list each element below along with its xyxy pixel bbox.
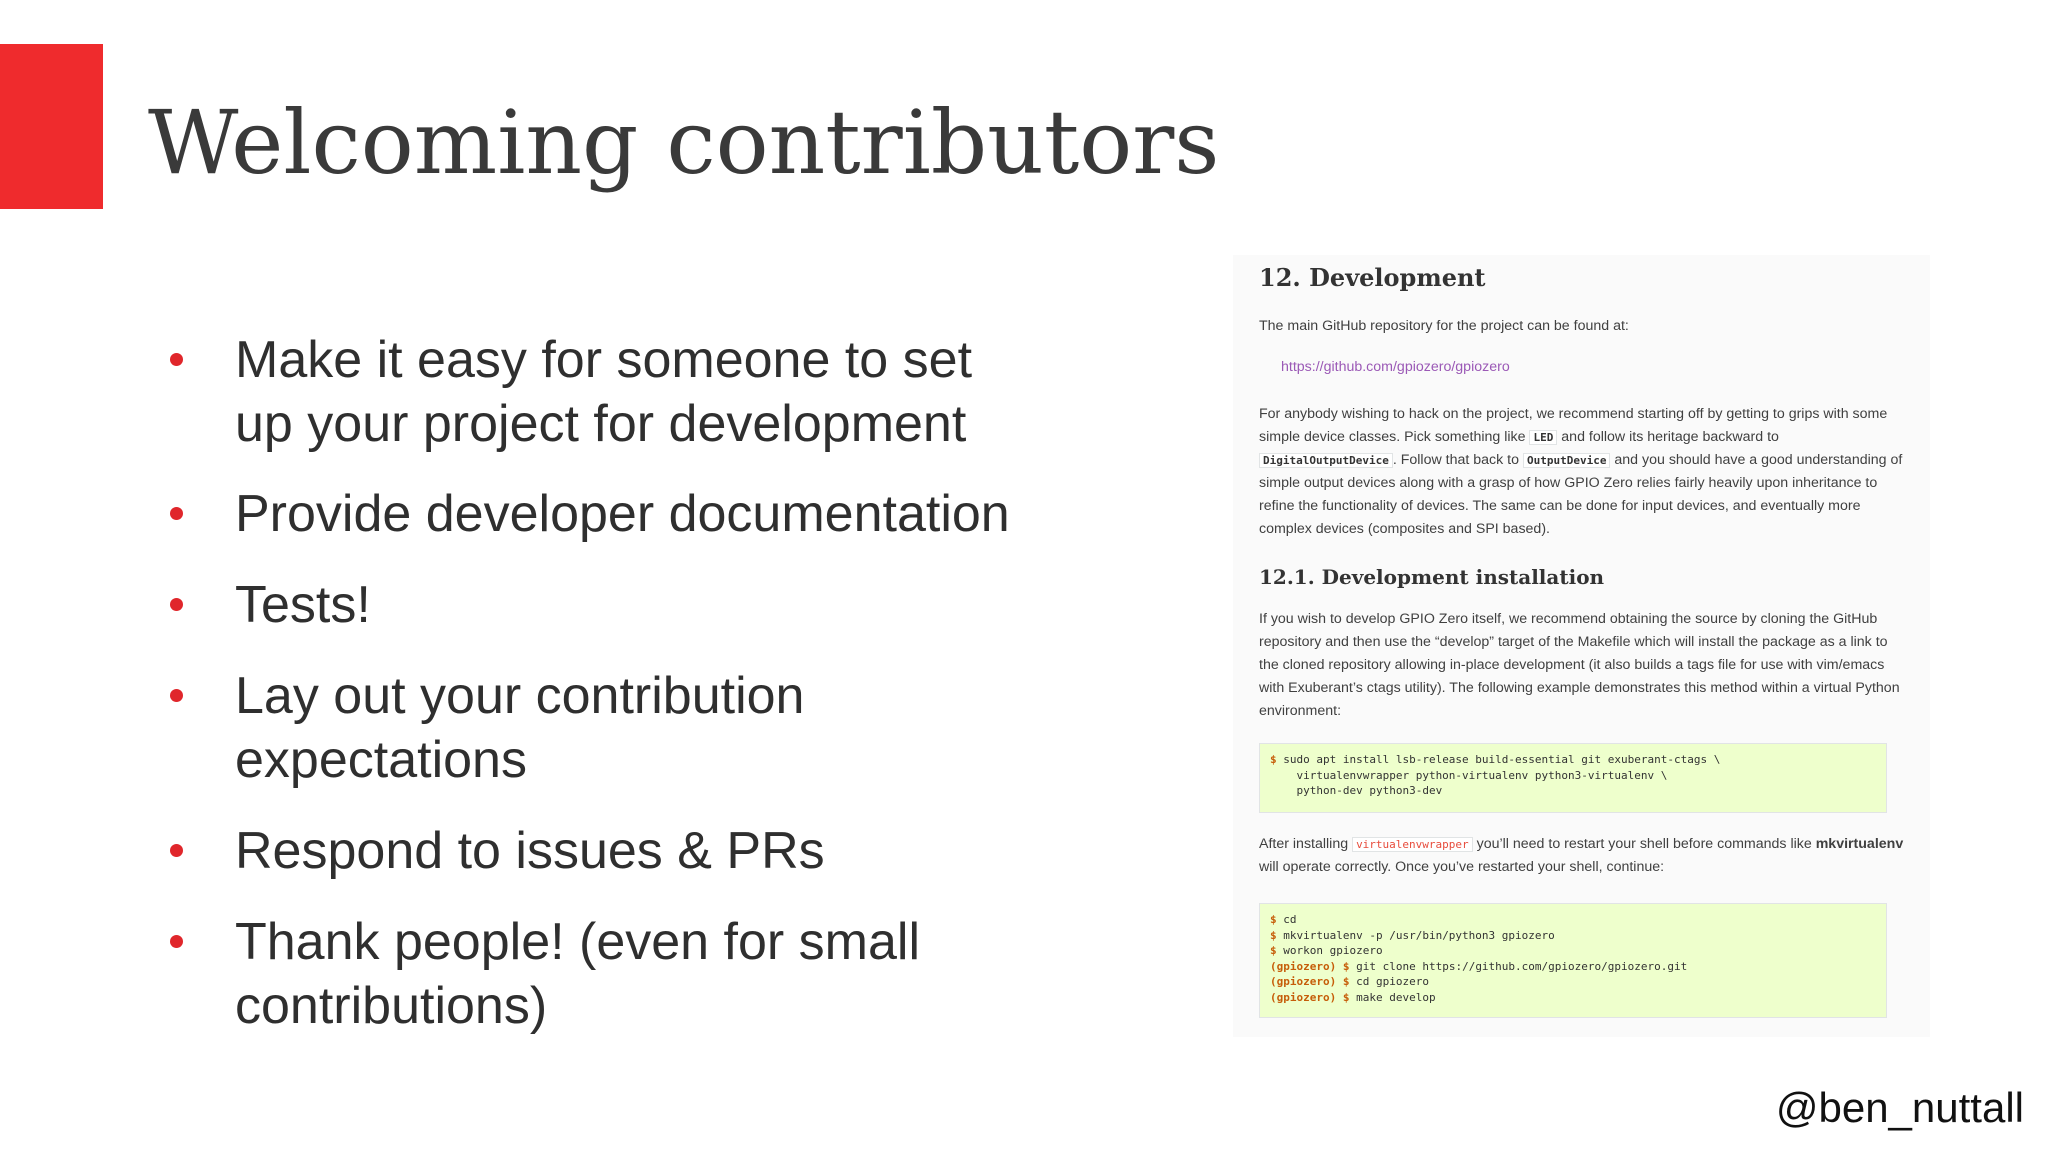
code-prompt: (gpiozero) $	[1270, 990, 1350, 1004]
bullet-line: Make it easy for someone to set	[235, 331, 973, 389]
code-line: virtualenvwrapper python-virtualenv python3-virtualenv \	[1270, 768, 1668, 782]
bullet-line: expectations	[235, 731, 527, 789]
doc-text: and you should have a good understanding of simple output devices along with a grasp of how GPIO Zero relies fairly heavily upon inheritance to refine the functionality of devices. The same can be done for input devices, and eventually more complex devices (composites and SPI based).	[1259, 452, 1903, 537]
code-line: make develop	[1349, 990, 1436, 1004]
code-line: cd	[1276, 913, 1297, 926]
bullet-dot-icon	[170, 844, 183, 857]
code-prompt: $	[1270, 928, 1277, 942]
doc-text: After installing	[1259, 836, 1353, 852]
bullet-line: Provide developer documentation	[235, 485, 1010, 543]
bullet-dot-icon	[170, 353, 183, 366]
bullet-line: up your project for development	[235, 395, 967, 453]
bullet-item	[160, 328, 1090, 456]
code-prompt: (gpiozero) $	[1270, 959, 1350, 973]
bullet-dot-icon	[170, 935, 183, 948]
doc-text: you’ll need to restart your shell before commands like	[1472, 836, 1816, 852]
code-prompt: (gpiozero) $	[1270, 975, 1350, 989]
bullet-line: contributions)	[235, 977, 548, 1035]
accent-block	[0, 44, 103, 209]
inline-code: OutputDevice	[1523, 453, 1610, 468]
bullet-line: Tests!	[235, 576, 371, 634]
docs-screenshot	[1233, 255, 1930, 1037]
doc-bold-text: mkvirtualenv	[1815, 836, 1904, 852]
inline-code: LED	[1529, 430, 1557, 445]
doc-para-install: If you wish to develop GPIO Zero itself, we recommend obtaining the source by cloning the GitHub repository and then use the “develop” target of the Makefile which will install the package as a link to the cloned repository allowing in-place development (it also builds a tags file for use with vim/emacs with Exuberant’s ctags utility). The following example demonstrates this method within a virtual Python environment:	[1259, 611, 1900, 719]
bullet-item	[160, 573, 1090, 637]
code-block-apt	[1259, 743, 1887, 813]
slide-title: Welcoming contributors	[148, 91, 1220, 194]
bullet-item	[160, 664, 1090, 792]
doc-text: will operate correctly. Once you’ve restarted your shell, continue:	[1259, 859, 1665, 875]
code-line: workon gpiozero	[1276, 944, 1383, 958]
doc-intro: The main GitHub repository for the project can be found at:	[1259, 318, 1629, 334]
inline-code: DigitalOutputDevice	[1259, 453, 1393, 468]
code-block-develop	[1259, 903, 1887, 1018]
bullet-dot-icon	[170, 598, 183, 611]
code-line: sudo apt install lsb-release build-essential git exuberant-ctags \	[1276, 753, 1721, 766]
doc-para-virtualenv	[1259, 833, 1904, 879]
author-handle: @ben_nuttall	[1775, 1084, 2024, 1131]
bullet-item	[160, 819, 1090, 883]
bullet-item	[160, 482, 1090, 546]
code-prompt: $	[1270, 913, 1277, 926]
code-line: python-dev python3-dev	[1270, 784, 1443, 798]
code-line: mkvirtualenv -p /usr/bin/python3 gpiozero	[1276, 928, 1555, 942]
repo-link[interactable]: https://github.com/gpiozero/gpiozero	[1281, 359, 1510, 375]
code-line: cd gpiozero	[1349, 975, 1429, 989]
inline-code: virtualenvwrapper	[1352, 837, 1473, 852]
code-prompt: $	[1270, 753, 1277, 766]
doc-heading: 12. Development	[1259, 263, 1486, 292]
doc-para-inheritance	[1259, 403, 1904, 541]
bullet-line: Lay out your contribution	[235, 667, 805, 725]
bullet-dot-icon	[170, 689, 183, 702]
bullet-line: Thank people! (even for small	[235, 913, 921, 971]
doc-subheading: 12.1. Development installation	[1259, 565, 1605, 589]
bullet-line: Respond to issues & PRs	[235, 822, 825, 880]
doc-text: . Follow that back to	[1392, 452, 1523, 468]
doc-text: For anybody wishing to hack on the project, we recommend starting off by getting to grips with some simple device classes. Pick something like	[1259, 406, 1888, 445]
bullet-item	[160, 910, 1090, 1038]
code-line: git clone https://github.com/gpiozero/gpiozero.git	[1349, 959, 1688, 973]
doc-text: and follow its heritage backward to	[1557, 429, 1779, 445]
code-prompt: $	[1270, 944, 1277, 958]
bullet-dot-icon	[170, 507, 183, 520]
